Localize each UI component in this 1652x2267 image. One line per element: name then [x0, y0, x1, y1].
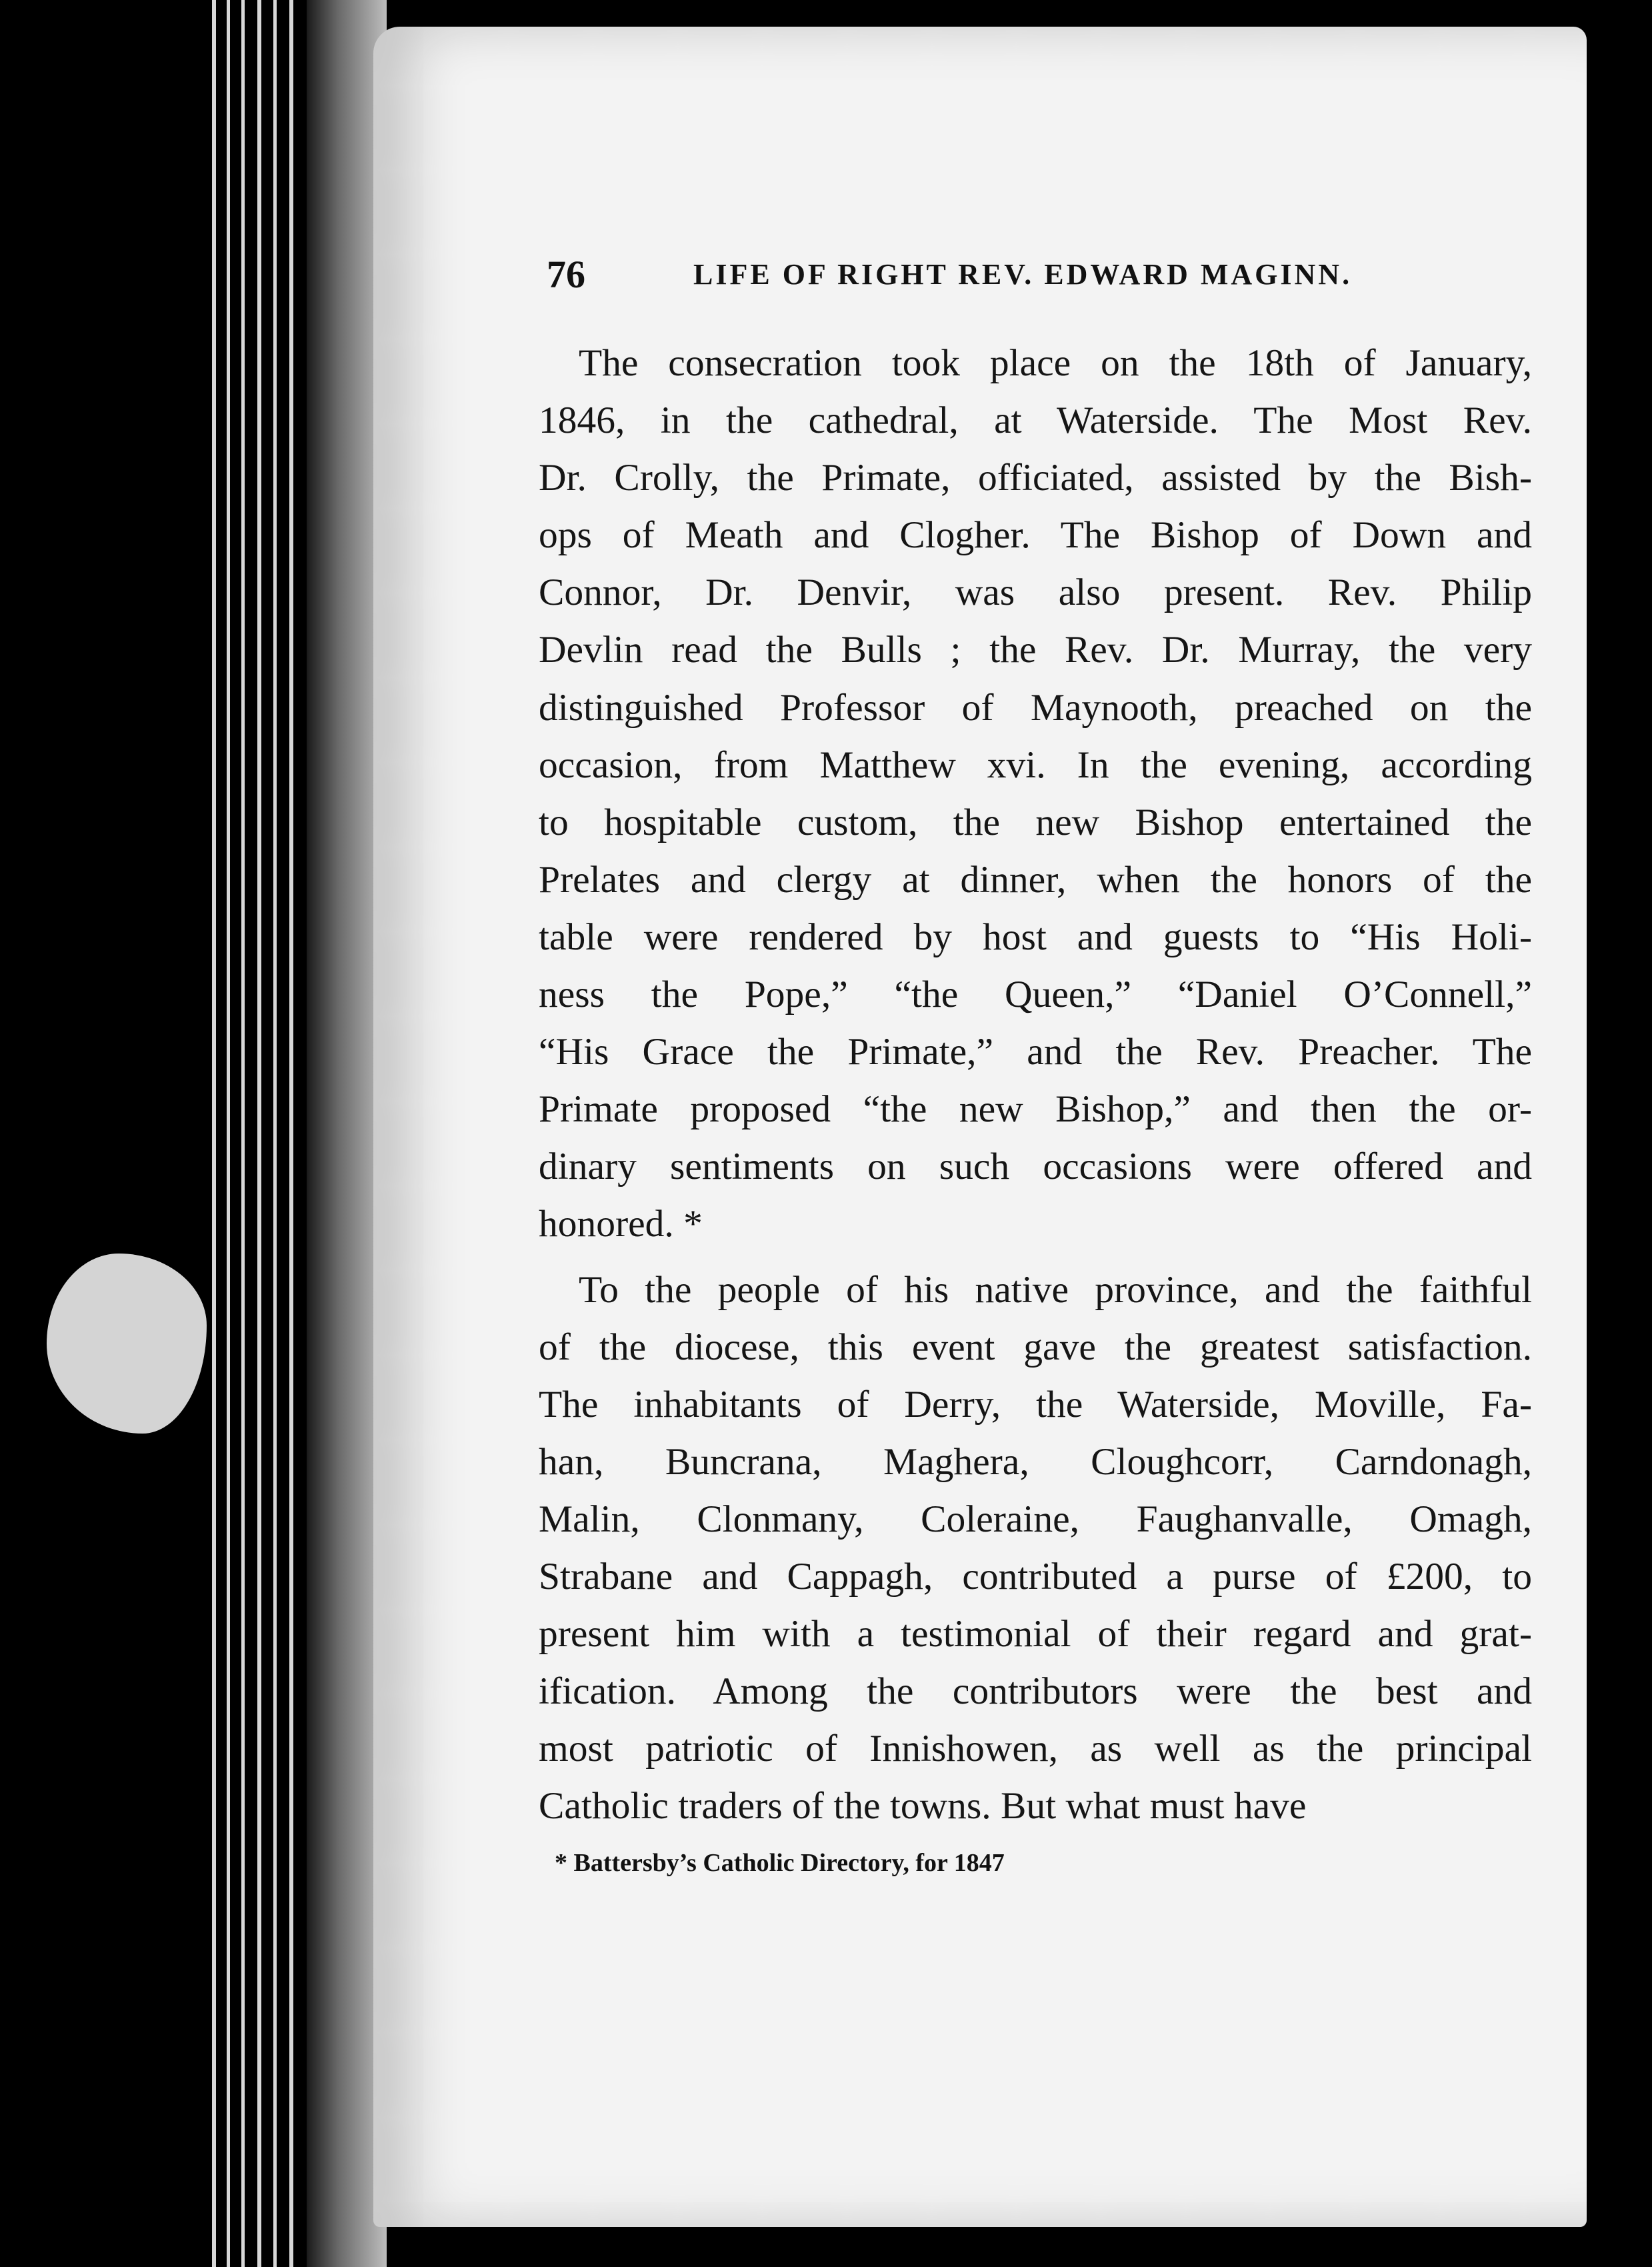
body-text	[539, 335, 1532, 1835]
text-line: distinguished Professor of Maynooth, preached on the	[539, 686, 1532, 729]
page-edge-stripe	[212, 0, 216, 2267]
paragraph	[539, 335, 1532, 1254]
text-line: most patriotic of Innishowen, as well as the principal	[539, 1728, 1532, 1770]
text-line: present him with a testimonial of their regard and grat-	[539, 1613, 1532, 1656]
text-line: to hospitable custom, the new Bishop entertained the	[539, 801, 1532, 843]
running-title: LIFE OF RIGHT REV. EDWARD MAGINN.	[693, 258, 1353, 291]
text-line: ops of Meath and Clogher. The Bishop of Down and	[539, 514, 1532, 557]
page-number: 76	[547, 253, 585, 296]
page-edge-stripe	[289, 0, 293, 2267]
text-line: han, Buncrana, Maghera, Cloughcorr, Carndonagh,	[539, 1440, 1532, 1483]
text-line: of the diocese, this event gave the greatest satisfaction.	[539, 1326, 1532, 1368]
text-line: table were rendered by host and guests to “His Holi-	[539, 915, 1532, 958]
text-line: Dr. Crolly, the Primate, officiated, assisted by the Bish-	[539, 457, 1532, 499]
page-edge-stripe	[227, 0, 230, 2267]
text-line: ness the Pope,” “the Queen,” “Daniel O’Connell,”	[539, 973, 1532, 1016]
text-line: Primate proposed “the new Bishop,” and then the or-	[539, 1088, 1532, 1131]
paragraph	[539, 1262, 1532, 1836]
text-line: Connor, Dr. Denvir, was also present. Rev. Philip	[539, 571, 1532, 614]
text-line: Devlin read the Bulls ; the Rev. Dr. Murray, the very	[539, 629, 1532, 671]
paragraph-gap	[539, 1254, 1532, 1262]
page-edge-stripe	[241, 0, 245, 2267]
text-line: Prelates and clergy at dinner, when the honors of the	[539, 858, 1532, 901]
text-line: 1846, in the cathedral, at Waterside. The Most Rev.	[539, 399, 1532, 442]
text-line: occasion, from Matthew xvi. In the evening, according	[539, 743, 1532, 786]
text-line: The consecration took place on the 18th of January,	[579, 342, 1532, 384]
text-line: ification. Among the contributors were the best and	[539, 1670, 1532, 1713]
paragraph-container	[539, 335, 1532, 1835]
page-edge-stripe	[257, 0, 261, 2267]
text-line: The inhabitants of Derry, the Waterside, Moville, Fa-	[539, 1383, 1532, 1426]
page-header	[547, 252, 1413, 312]
text-line: dinary sentiments on such occasions were offered and	[539, 1146, 1532, 1188]
text-line: To the people of his native province, and the faithful	[579, 1268, 1532, 1311]
text-line: Malin, Clonmany, Coleraine, Faughanvalle, Omagh,	[539, 1498, 1532, 1540]
text-line: Strabane and Cappagh, contributed a purse of £200, to	[539, 1555, 1532, 1598]
page-edge-stripe	[273, 0, 277, 2267]
text-line: honored. *	[539, 1203, 703, 1246]
text-line: Catholic traders of the towns. But what must have	[539, 1785, 1307, 1828]
paper-damage-patch	[47, 1254, 207, 1434]
text-line: “His Grace the Primate,” and the Rev. Preacher. The	[539, 1031, 1532, 1073]
footnote: * Battersby’s Catholic Directory, for 1847	[555, 1849, 1005, 1877]
